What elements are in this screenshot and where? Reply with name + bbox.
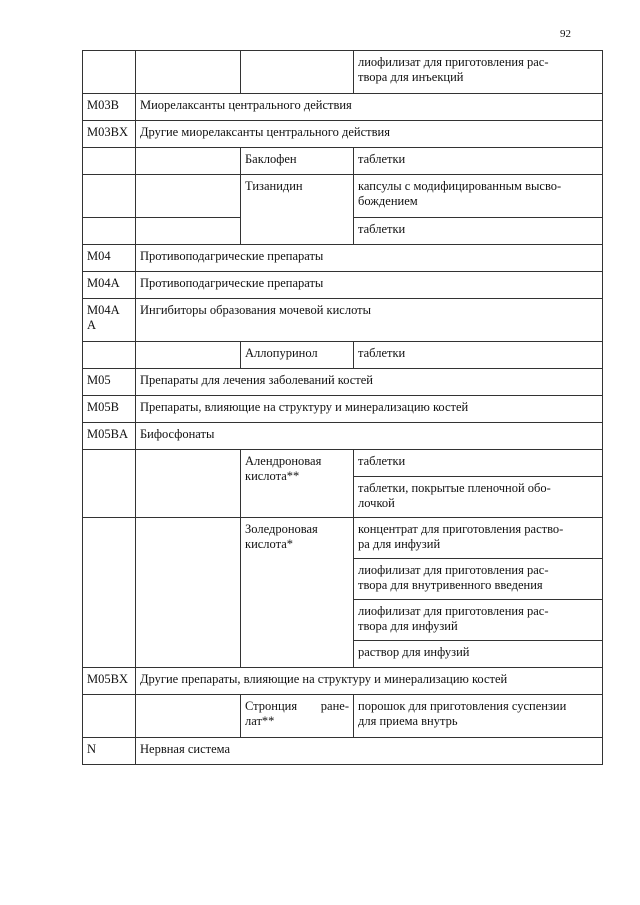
drug-name-cell <box>241 518 354 668</box>
group-name-cell <box>136 121 603 148</box>
cell-text-line: лиофилизат для приготовления рас- <box>358 55 549 69</box>
cell-text-line: таблетки, покрытые пленочной обо- <box>358 481 551 495</box>
group-name-cell <box>136 695 241 738</box>
cell-text-line: таблетки <box>358 454 406 468</box>
table-row <box>83 272 603 299</box>
table-row <box>83 245 603 272</box>
cell-text-line: твора для внутривенного введения <box>358 578 543 592</box>
dosage-form-cell <box>354 518 603 559</box>
dosage-form-cell <box>354 51 603 94</box>
cell-text-line: твора для инфузий <box>358 619 458 633</box>
group-name-cell <box>136 299 603 342</box>
atc-code-cell <box>83 299 136 342</box>
group-name-cell <box>136 450 241 518</box>
atc-code-cell <box>83 245 136 272</box>
atc-code-cell <box>83 342 136 369</box>
table-row <box>83 423 603 450</box>
group-name-cell <box>136 272 603 299</box>
cell-text-line: ра для инфузий <box>358 537 441 551</box>
atc-code-cell <box>83 450 136 518</box>
dosage-form-cell <box>354 600 603 641</box>
dosage-form-cell <box>354 477 603 518</box>
cell-text-line: M05B <box>87 400 119 414</box>
atc-code-cell <box>83 738 136 765</box>
cell-text-line: M05BX <box>87 672 128 686</box>
cell-text-line: Миорелаксанты центрального действия <box>140 98 352 112</box>
drug-table <box>82 50 603 765</box>
drug-name-cell <box>241 148 354 175</box>
group-name-cell <box>136 94 603 121</box>
cell-text-line: M04 <box>87 249 111 263</box>
cell-text-line: таблетки <box>358 152 406 166</box>
dosage-form-cell <box>354 342 603 369</box>
drug-name-cell <box>241 342 354 369</box>
table-row <box>83 175 603 218</box>
atc-code-cell <box>83 51 136 94</box>
table-row <box>83 396 603 423</box>
atc-code-cell <box>83 272 136 299</box>
atc-code-cell <box>83 396 136 423</box>
atc-code-cell <box>83 148 136 175</box>
cell-text-line: M05 <box>87 373 111 387</box>
atc-code-cell <box>83 518 136 668</box>
group-name-cell <box>136 518 241 668</box>
group-name-cell <box>136 342 241 369</box>
cell-text-line: Тизанидин <box>245 179 303 193</box>
dosage-form-cell <box>354 148 603 175</box>
cell-text-line: N <box>87 742 97 756</box>
table-row <box>83 51 603 94</box>
cell-text-line: капсулы с модифицированным высво- <box>358 179 562 193</box>
table-row <box>83 668 603 695</box>
cell-text-line: Противоподагрические препараты <box>140 249 324 263</box>
table-row <box>83 148 603 175</box>
table-row <box>83 369 603 396</box>
dosage-form-cell <box>354 641 603 668</box>
cell-text-line: M04A <box>87 276 120 290</box>
cell-text-line: M03B <box>87 98 119 112</box>
atc-code-cell <box>83 369 136 396</box>
dosage-form-cell <box>354 559 603 600</box>
group-name-cell <box>136 369 603 396</box>
group-name-cell <box>136 396 603 423</box>
group-name-cell <box>136 218 241 245</box>
cell-text-line: лиофилизат для приготовления рас- <box>358 563 549 577</box>
dosage-form-cell <box>354 450 603 477</box>
cell-text-line: Другие препараты, влияющие на структуру и минерализацию костей <box>140 672 508 686</box>
cell-text-line: лочкой <box>358 496 395 510</box>
group-name-cell <box>136 51 241 94</box>
table-row <box>83 518 603 559</box>
cell-text-line: Бифосфонаты <box>140 427 215 441</box>
group-name-cell <box>136 738 603 765</box>
table-row <box>83 94 603 121</box>
cell-text-line: Препараты для лечения заболеваний костей <box>140 373 374 387</box>
cell-text-line: Противоподагрические препараты <box>140 276 324 290</box>
cell-text-line: таблетки <box>358 346 406 360</box>
table-row <box>83 342 603 369</box>
cell-text-line: для приема внутрь <box>358 714 458 728</box>
dosage-form-cell <box>354 175 603 218</box>
cell-text-line: A <box>87 318 97 332</box>
table-row <box>83 695 603 738</box>
drug-name-cell <box>241 51 354 94</box>
atc-code-cell <box>83 94 136 121</box>
group-name-cell <box>136 148 241 175</box>
drug-name-cell <box>241 175 354 245</box>
atc-code-cell <box>83 695 136 738</box>
group-name-cell <box>136 423 603 450</box>
dosage-form-cell <box>354 218 603 245</box>
cell-text-line: M04A <box>87 303 120 317</box>
cell-text-line: Алендроновая <box>245 454 322 468</box>
group-name-cell <box>136 668 603 695</box>
cell-text-line: лиофилизат для приготовления рас- <box>358 604 549 618</box>
cell-text-line: таблетки <box>358 222 406 236</box>
cell-text-line: порошок для приготовления суспензии <box>358 699 567 713</box>
cell-text-line: Ингибиторы образования мочевой кислоты <box>140 303 372 317</box>
atc-code-cell <box>83 121 136 148</box>
atc-code-cell <box>83 175 136 218</box>
dosage-form-cell <box>354 695 603 738</box>
table-row <box>83 450 603 477</box>
table-row <box>83 121 603 148</box>
cell-text-line: Стронция ране- <box>245 699 349 713</box>
cell-text-line: лат** <box>245 714 275 728</box>
cell-text-line: концентрат для приготовления раство- <box>358 522 564 536</box>
atc-code-cell <box>83 218 136 245</box>
drug-name-cell <box>241 450 354 518</box>
atc-code-cell <box>83 668 136 695</box>
atc-code-cell <box>83 423 136 450</box>
cell-text-line: Аллопуринол <box>245 346 318 360</box>
group-name-cell <box>136 245 603 272</box>
page-number: 92 <box>560 28 571 40</box>
cell-text-line: кислота* <box>245 537 294 551</box>
cell-text-line: M03BX <box>87 125 128 139</box>
cell-text-line: Нервная система <box>140 742 231 756</box>
cell-text-line: Баклофен <box>245 152 297 166</box>
drug-name-cell <box>241 695 354 738</box>
cell-text-line: кислота** <box>245 469 300 483</box>
cell-text-line: Другие миорелаксанты центрального действия <box>140 125 390 139</box>
table-row <box>83 738 603 765</box>
cell-text-line: Золедроновая <box>245 522 318 536</box>
cell-text-line: M05BA <box>87 427 128 441</box>
cell-text-line: твора для инъекций <box>358 70 464 84</box>
cell-text-line: раствор для инфузий <box>358 645 470 659</box>
table-row <box>83 299 603 342</box>
cell-text-line: Препараты, влияющие на структуру и минерализацию костей <box>140 400 469 414</box>
cell-text-line: бождением <box>358 194 418 208</box>
group-name-cell <box>136 175 241 218</box>
